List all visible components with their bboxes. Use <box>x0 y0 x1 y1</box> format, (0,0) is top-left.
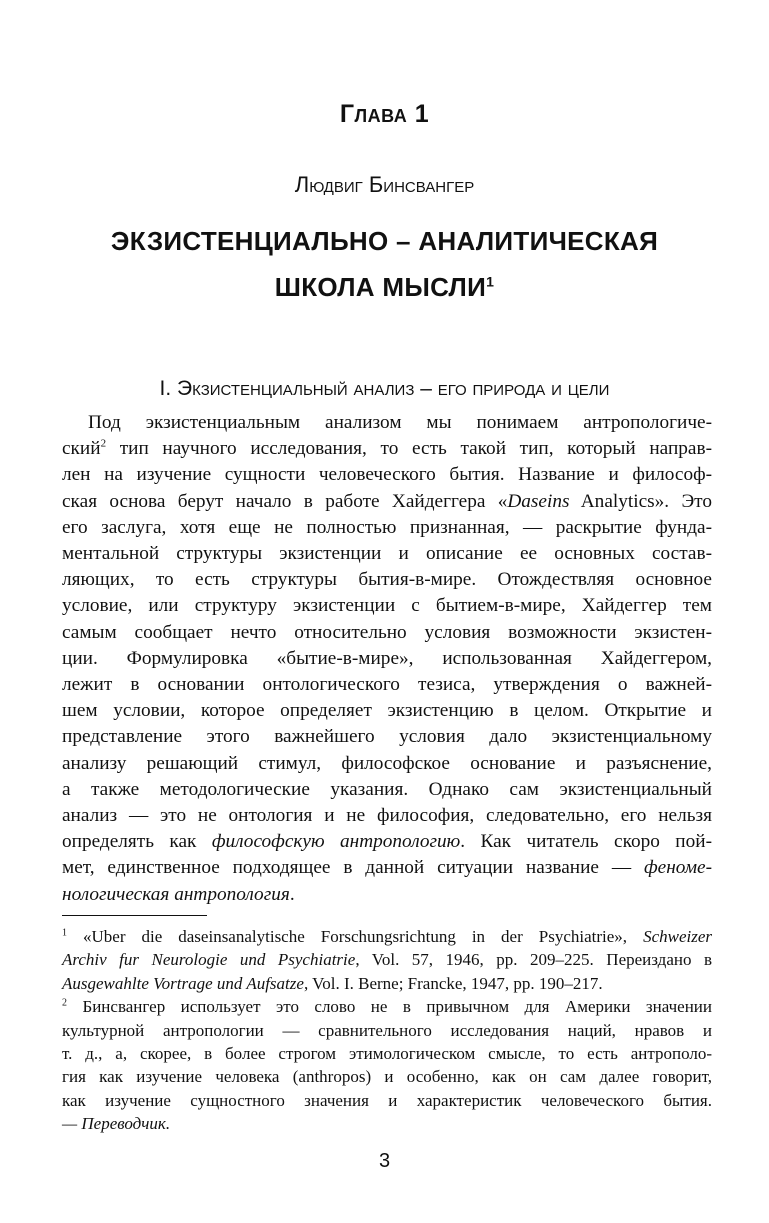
footnote-2-line: гия как изучение человека (anthropos) и особенно, как он сам далее говорит, <box>62 1067 712 1087</box>
body-line: его заслуга, хотя еще не полностью признанная, — раскрытие фунда- <box>62 516 712 538</box>
body-line: ментальной структуры экзистенции и описание ее основных состав- <box>62 543 712 565</box>
chapter-title-text: ШКОЛА МЫСЛИ <box>274 272 487 302</box>
body-paragraph <box>62 410 712 908</box>
chapter-title-line-2 <box>0 272 769 303</box>
footnote-1-line: Archiv fur Neurologie und Psychiatrie, Vol. 57, 1946, pp. 209–225. Переиздано в <box>62 950 712 970</box>
footnote-2-line: т. д., а, скорее, в более строгом этимологическом смысле, то есть антрополо- <box>62 1044 712 1064</box>
body-line: шем условии, которое определяет экзистенцию в целом. Открытие и <box>62 700 712 722</box>
body-line: лен на изучение сущности человеческого бытия. Название и философ- <box>62 464 712 486</box>
body-line: определять как философскую антропологию. Как читатель скоро пой- <box>62 831 713 853</box>
chapter-title-line-1: ЭКЗИСТЕНЦИАЛЬНО – АНАЛИТИЧЕСКАЯ <box>110 226 659 256</box>
italic-term: философскую антропологию <box>211 831 461 853</box>
footnote-2-mark: 2 <box>62 997 67 1009</box>
footnote-1-line: Ausgewahlte Vortrage und Aufsatze, Vol. I. Berne; Francke, 1947, pp. 190–217. <box>62 973 603 993</box>
body-line: ский$^2$ тип научного исследования, то есть такой тип, который направ- <box>62 437 712 460</box>
page-number: 3 <box>378 1150 391 1172</box>
body-line: анализу решающий стимул, философское основание и разъяснение, <box>62 752 712 774</box>
footnote-2-line: — Переводчик. <box>62 1114 171 1134</box>
italic-term: Daseins <box>507 490 570 512</box>
body-line: самым сообщает нечто относительно условия возможности экзистен- <box>62 621 712 643</box>
body-line: анализ — это не онтология и не философия, следовательно, его нельзя <box>62 805 712 827</box>
body-line: условие, или структуру экзистенции с бытием-в-мире, Хайдеггер тем <box>62 595 712 617</box>
body-line: ции. Формулировка «бытие-в-мире», использованная Хайдеггером, <box>62 647 712 669</box>
body-line: ская основа берут начало в работе Хайдеггера «Daseins Analytics». Это <box>62 490 712 512</box>
chapter-label: Глава 1 <box>339 100 430 128</box>
footnote-1-mark: 1 <box>62 927 67 939</box>
footnote-ref-1[interactable]: 1 <box>486 273 495 290</box>
body-line: лежит в основании онтологического тезиса, утверждения о важней- <box>62 674 712 696</box>
body-line: нологическая антропология. <box>62 883 295 905</box>
body-line: представление этого важнейшего условия дало экзистенциальному <box>62 726 712 748</box>
body-line: ляющих, то есть структуры бытия-в-мире. Отождествляя основное <box>62 569 712 591</box>
italic-term: феноме- <box>643 857 712 879</box>
footnote-ref-2[interactable]: 2 <box>100 437 107 450</box>
footnote-divider <box>62 915 207 916</box>
footnote-2-line: как изучение сущностного значения и характеристик человеческого бытия. <box>62 1090 712 1110</box>
body-line: Под экзистенциальным анализом мы понимаем антропологиче- <box>88 412 712 433</box>
footnote-1-line: $^1$ «Uber die daseinsanalytische Forschungsrichtung in der Psychiatrie», Schweizer <box>62 927 712 946</box>
footnote-2-line: культурной антропологии — сравнительного исследования наций, нравов и <box>62 1020 712 1040</box>
footnotes <box>62 925 712 1136</box>
footnote-2-line: $^2$ Бинсвангер использует это слово не в привычном для Америки значении <box>62 997 712 1017</box>
chapter-author: Людвиг Бинсвангер <box>294 172 475 197</box>
body-line: мет, единственное подходящее в данной ситуации название — феноме- <box>62 857 712 879</box>
section-heading: I. Экзистенциальный анализ – его природа и цели <box>159 377 610 400</box>
italic-term: нологическая антропология <box>62 883 290 905</box>
body-line: а также методологические указания. Однако сам экзистенциальный <box>62 778 712 800</box>
